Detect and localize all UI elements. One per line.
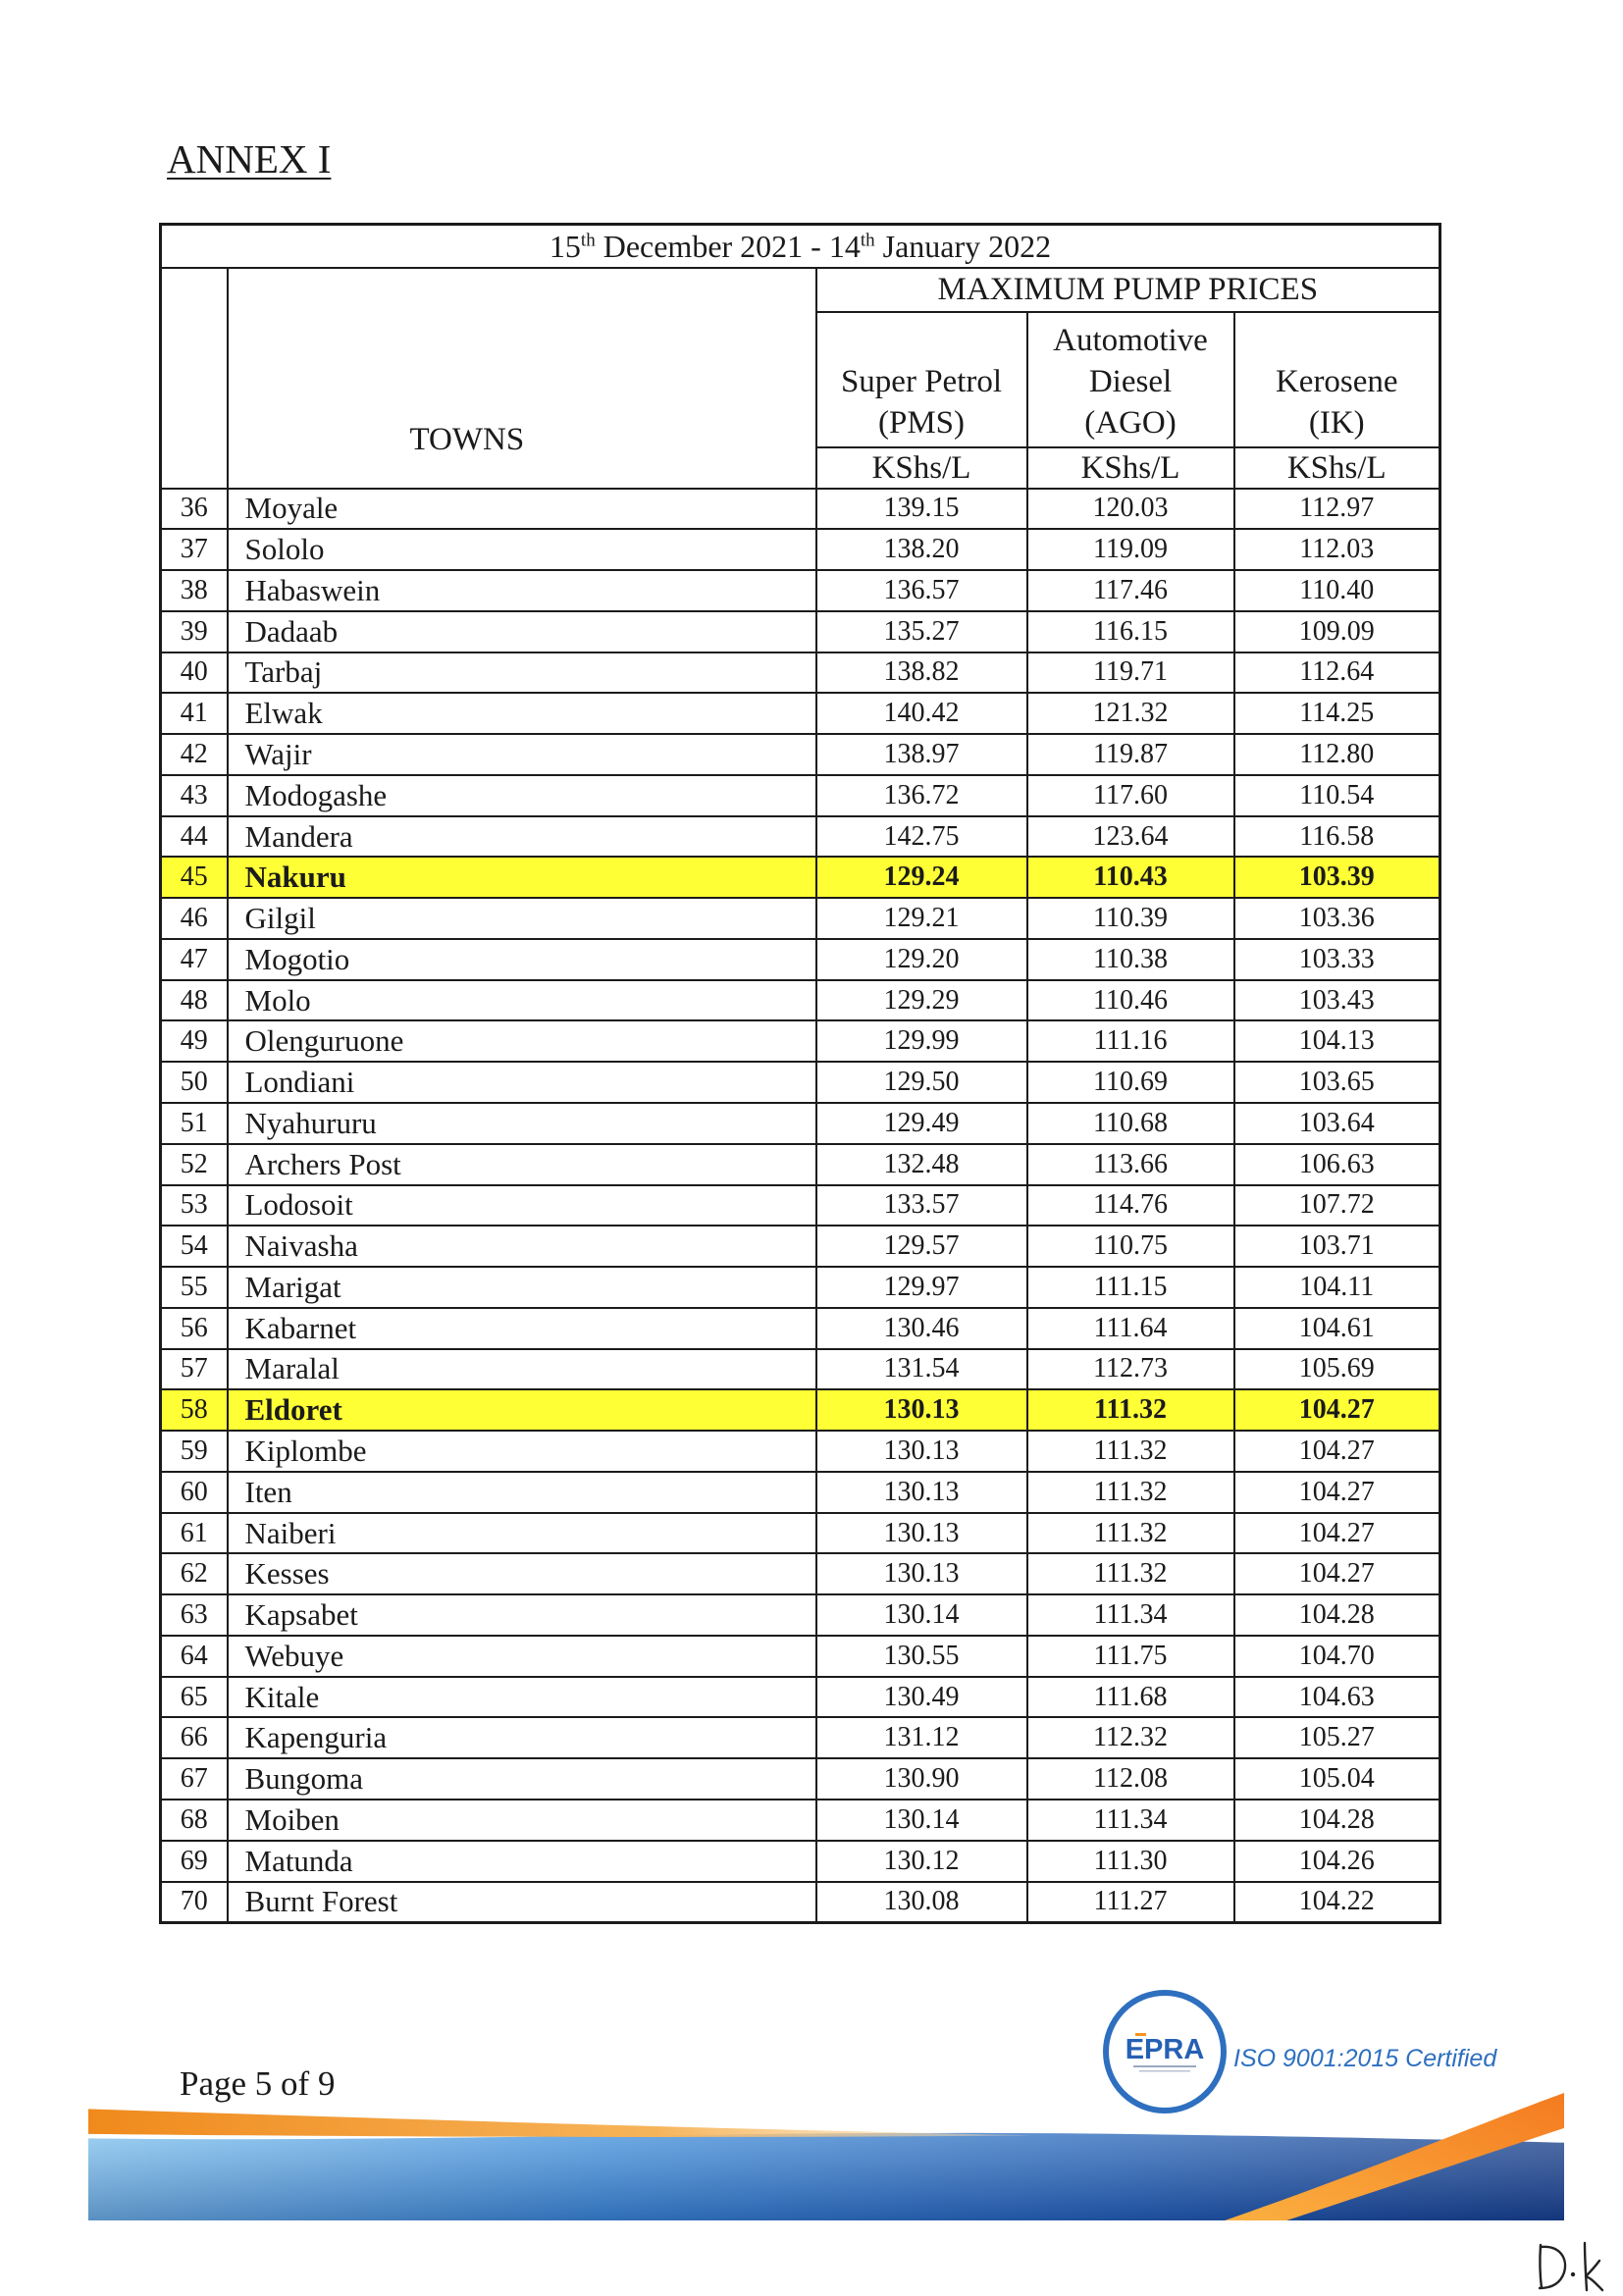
town-name: Lodosoit — [228, 1185, 816, 1226]
town-name: Eldoret — [228, 1389, 816, 1431]
table-row — [161, 1717, 1440, 1758]
ago-price: 117.60 — [1027, 775, 1234, 816]
header-kerosene — [1234, 312, 1440, 447]
table-row — [161, 570, 1440, 611]
pms-price: 133.57 — [816, 1185, 1027, 1226]
ik-price: 103.33 — [1234, 939, 1440, 980]
town-name: Nakuru — [228, 857, 816, 898]
group-header-row — [161, 268, 1440, 312]
town-name: Kabarnet — [228, 1308, 816, 1349]
period-start-suffix: th — [580, 230, 596, 251]
ago-price: 111.32 — [1027, 1513, 1234, 1554]
pms-price: 129.97 — [816, 1267, 1027, 1308]
header-super-petrol — [816, 312, 1027, 447]
table-row — [161, 1431, 1440, 1472]
ago-price: 111.32 — [1027, 1431, 1234, 1472]
row-number: 39 — [161, 611, 228, 652]
pms-price: 135.27 — [816, 611, 1027, 652]
table-row — [161, 1513, 1440, 1554]
ik-price: 103.64 — [1234, 1103, 1440, 1144]
row-number: 65 — [161, 1677, 228, 1718]
town-name: Londiani — [228, 1062, 816, 1103]
pms-price: 129.49 — [816, 1103, 1027, 1144]
town-name: Tarbaj — [228, 652, 816, 694]
row-number: 49 — [161, 1020, 228, 1062]
header-line: (AGO) — [1084, 404, 1177, 441]
ik-price: 107.72 — [1234, 1185, 1440, 1226]
town-name: Matunda — [228, 1841, 816, 1882]
town-name: Webuye — [228, 1636, 816, 1677]
row-number: 43 — [161, 775, 228, 816]
row-number: 37 — [161, 529, 228, 570]
town-name: Bungoma — [228, 1758, 816, 1800]
row-number: 59 — [161, 1431, 228, 1472]
period-title — [161, 225, 1440, 268]
table-row — [161, 693, 1440, 734]
row-number: 67 — [161, 1758, 228, 1800]
town-name: Molo — [228, 980, 816, 1021]
footer-band-graphic — [88, 2093, 1564, 2220]
max-pump-prices-header: MAXIMUM PUMP PRICES — [816, 268, 1440, 312]
ik-price: 112.80 — [1234, 734, 1440, 775]
pms-price: 130.90 — [816, 1758, 1027, 1800]
pms-price: 142.75 — [816, 816, 1027, 858]
ik-price: 104.61 — [1234, 1308, 1440, 1349]
row-number: 53 — [161, 1185, 228, 1226]
table-row — [161, 1062, 1440, 1103]
town-name: Iten — [228, 1472, 816, 1513]
town-name: Mogotio — [228, 939, 816, 980]
ik-price: 104.27 — [1234, 1472, 1440, 1513]
ik-price: 110.54 — [1234, 775, 1440, 816]
ik-price: 110.40 — [1234, 570, 1440, 611]
table-row — [161, 1636, 1440, 1677]
ago-price: 112.08 — [1027, 1758, 1234, 1800]
table-row — [161, 1800, 1440, 1841]
ago-price: 111.75 — [1027, 1636, 1234, 1677]
town-name: Kitale — [228, 1677, 816, 1718]
town-name: Archers Post — [228, 1144, 816, 1185]
row-number: 69 — [161, 1841, 228, 1882]
ago-price: 110.75 — [1027, 1226, 1234, 1267]
pms-price: 130.46 — [816, 1308, 1027, 1349]
town-name: Habaswein — [228, 570, 816, 611]
ik-price: 104.11 — [1234, 1267, 1440, 1308]
header-line: (PMS) — [877, 404, 966, 441]
town-name: Maralal — [228, 1349, 816, 1390]
ago-price: 110.68 — [1027, 1103, 1234, 1144]
ik-price: 103.71 — [1234, 1226, 1440, 1267]
row-number: 66 — [161, 1717, 228, 1758]
table-row — [161, 1308, 1440, 1349]
row-number: 62 — [161, 1553, 228, 1594]
town-name: Elwak — [228, 693, 816, 734]
row-number: 52 — [161, 1144, 228, 1185]
ago-price: 123.64 — [1027, 816, 1234, 858]
table-row — [161, 898, 1440, 939]
pms-price: 129.21 — [816, 898, 1027, 939]
ago-price: 111.68 — [1027, 1677, 1234, 1718]
unit-ago: KShs/L — [1027, 447, 1234, 489]
pms-price: 140.42 — [816, 693, 1027, 734]
pms-price: 136.57 — [816, 570, 1027, 611]
town-name: Moyale — [228, 489, 816, 530]
row-number: 45 — [161, 857, 228, 898]
header-line: Super Petrol — [840, 363, 1003, 399]
header-line: (IK) — [1308, 404, 1365, 441]
town-name: Dadaab — [228, 611, 816, 652]
table-row — [161, 529, 1440, 570]
ago-price: 110.39 — [1027, 898, 1234, 939]
row-number: 47 — [161, 939, 228, 980]
ik-price: 104.26 — [1234, 1841, 1440, 1882]
ik-price: 104.13 — [1234, 1020, 1440, 1062]
table-row — [161, 734, 1440, 775]
ik-price: 112.64 — [1234, 652, 1440, 694]
row-number: 50 — [161, 1062, 228, 1103]
ik-price: 109.09 — [1234, 611, 1440, 652]
ago-price: 121.32 — [1027, 693, 1234, 734]
unit-ik: KShs/L — [1234, 447, 1440, 489]
table-row — [161, 652, 1440, 694]
towns-header: TOWNS — [228, 268, 816, 489]
ago-price: 111.32 — [1027, 1553, 1234, 1594]
ago-price: 112.73 — [1027, 1349, 1234, 1390]
pms-price: 129.57 — [816, 1226, 1027, 1267]
town-name: Naivasha — [228, 1226, 816, 1267]
pms-price: 129.24 — [816, 857, 1027, 898]
ago-price: 114.76 — [1027, 1185, 1234, 1226]
page-number: Page 5 of 9 — [180, 2064, 336, 2103]
town-name: Nyahururu — [228, 1103, 816, 1144]
table-row — [161, 1267, 1440, 1308]
ago-price: 111.30 — [1027, 1841, 1234, 1882]
row-number: 54 — [161, 1226, 228, 1267]
row-number: 63 — [161, 1594, 228, 1636]
ik-price: 103.36 — [1234, 898, 1440, 939]
table-row — [161, 1594, 1440, 1636]
pms-price: 130.13 — [816, 1553, 1027, 1594]
period-row — [161, 225, 1440, 268]
header-automotive-diesel — [1027, 312, 1234, 447]
table-row — [161, 1758, 1440, 1800]
table-row — [161, 816, 1440, 858]
ik-price: 104.28 — [1234, 1800, 1440, 1841]
table-row — [161, 939, 1440, 980]
pms-price: 139.15 — [816, 489, 1027, 530]
ago-price: 111.32 — [1027, 1472, 1234, 1513]
pms-price: 129.99 — [816, 1020, 1027, 1062]
table-row — [161, 1226, 1440, 1267]
pms-price: 130.13 — [816, 1431, 1027, 1472]
unit-pms: KShs/L — [816, 447, 1027, 489]
table-row — [161, 1553, 1440, 1594]
table-row — [161, 1882, 1440, 1923]
ago-price: 116.15 — [1027, 611, 1234, 652]
pms-price: 130.13 — [816, 1513, 1027, 1554]
price-table-body — [161, 489, 1440, 1923]
ago-price: 110.43 — [1027, 857, 1234, 898]
period-end-month-year: January 2022 — [882, 228, 1052, 264]
ik-price: 114.25 — [1234, 693, 1440, 734]
ik-price: 106.63 — [1234, 1144, 1440, 1185]
row-number: 60 — [161, 1472, 228, 1513]
table-row — [161, 611, 1440, 652]
ik-price: 105.27 — [1234, 1717, 1440, 1758]
pms-price: 131.12 — [816, 1717, 1027, 1758]
pump-price-table — [159, 223, 1441, 1924]
period-end-suffix: th — [860, 230, 875, 251]
pms-price: 130.14 — [816, 1800, 1027, 1841]
period-separator: - — [811, 228, 821, 264]
town-name: Kapenguria — [228, 1717, 816, 1758]
town-name: Modogashe — [228, 775, 816, 816]
pms-price: 138.82 — [816, 652, 1027, 694]
row-number: 57 — [161, 1349, 228, 1390]
table-row — [161, 980, 1440, 1021]
ago-price: 111.15 — [1027, 1267, 1234, 1308]
pms-price: 136.72 — [816, 775, 1027, 816]
pms-price: 130.08 — [816, 1882, 1027, 1923]
ik-price: 104.22 — [1234, 1882, 1440, 1923]
pms-price: 129.29 — [816, 980, 1027, 1021]
town-name: Naiberi — [228, 1513, 816, 1554]
row-number: 55 — [161, 1267, 228, 1308]
town-name: Sololo — [228, 529, 816, 570]
pms-price: 130.49 — [816, 1677, 1027, 1718]
row-number: 48 — [161, 980, 228, 1021]
period-end-day: 14 — [828, 228, 861, 264]
ago-price: 113.66 — [1027, 1144, 1234, 1185]
town-name: Gilgil — [228, 898, 816, 939]
logo-wordmark: EPRA — [1125, 2034, 1205, 2065]
town-name: Marigat — [228, 1267, 816, 1308]
ik-price: 103.43 — [1234, 980, 1440, 1021]
ik-price: 104.27 — [1234, 1389, 1440, 1431]
period-start-month-year: December 2021 — [602, 228, 804, 264]
row-number: 58 — [161, 1389, 228, 1431]
table-row — [161, 1185, 1440, 1226]
ago-price: 111.32 — [1027, 1389, 1234, 1431]
ik-price: 104.27 — [1234, 1431, 1440, 1472]
ik-price: 112.97 — [1234, 489, 1440, 530]
row-number: 46 — [161, 898, 228, 939]
ago-price: 111.64 — [1027, 1308, 1234, 1349]
pms-price: 131.54 — [816, 1349, 1027, 1390]
town-name: Kapsabet — [228, 1594, 816, 1636]
ik-price: 103.39 — [1234, 857, 1440, 898]
table-row — [161, 1389, 1440, 1431]
pms-price: 138.97 — [816, 734, 1027, 775]
table-row — [161, 489, 1440, 530]
town-name: Olenguruone — [228, 1020, 816, 1062]
town-name: Kiplombe — [228, 1431, 816, 1472]
table-row — [161, 857, 1440, 898]
ik-price: 104.70 — [1234, 1636, 1440, 1677]
ago-price: 119.09 — [1027, 529, 1234, 570]
town-name: Mandera — [228, 816, 816, 858]
iso-certification: ISO 9001:2015 Certified — [1233, 2045, 1497, 2072]
row-number: 64 — [161, 1636, 228, 1677]
ago-price: 111.27 — [1027, 1882, 1234, 1923]
table-row — [161, 1144, 1440, 1185]
row-number: 51 — [161, 1103, 228, 1144]
header-line: Automotive — [1053, 322, 1208, 358]
number-header-cell — [161, 268, 228, 489]
annex-title: ANNEX I — [167, 136, 332, 182]
ago-price: 111.34 — [1027, 1594, 1234, 1636]
row-number: 70 — [161, 1882, 228, 1923]
town-name: Moiben — [228, 1800, 816, 1841]
ik-price: 104.28 — [1234, 1594, 1440, 1636]
pms-price: 138.20 — [816, 529, 1027, 570]
pms-price: 130.12 — [816, 1841, 1027, 1882]
town-name: Wajir — [228, 734, 816, 775]
ik-price: 105.04 — [1234, 1758, 1440, 1800]
ik-price: 104.27 — [1234, 1553, 1440, 1594]
row-number: 38 — [161, 570, 228, 611]
ik-price: 103.65 — [1234, 1062, 1440, 1103]
ago-price: 119.71 — [1027, 652, 1234, 694]
pms-price: 132.48 — [816, 1144, 1027, 1185]
period-start-day: 15 — [549, 228, 581, 264]
pms-price: 130.13 — [816, 1472, 1027, 1513]
ik-price: 104.63 — [1234, 1677, 1440, 1718]
row-number: 36 — [161, 489, 228, 530]
row-number: 40 — [161, 652, 228, 694]
table-row — [161, 775, 1440, 816]
town-name: Kesses — [228, 1553, 816, 1594]
handwritten-initials — [1531, 2239, 1617, 2292]
table-row — [161, 1472, 1440, 1513]
row-number: 68 — [161, 1800, 228, 1841]
table-row — [161, 1103, 1440, 1144]
header-line: Kerosene — [1275, 363, 1398, 399]
ago-price: 119.87 — [1027, 734, 1234, 775]
pms-price: 129.20 — [816, 939, 1027, 980]
ago-price: 117.46 — [1027, 570, 1234, 611]
row-number: 41 — [161, 693, 228, 734]
table-row — [161, 1677, 1440, 1718]
pms-price: 129.50 — [816, 1062, 1027, 1103]
table-row — [161, 1020, 1440, 1062]
ago-price: 110.38 — [1027, 939, 1234, 980]
header-line: Diesel — [1088, 363, 1173, 399]
row-number: 61 — [161, 1513, 228, 1554]
ago-price: 112.32 — [1027, 1717, 1234, 1758]
row-number: 42 — [161, 734, 228, 775]
table-row — [161, 1841, 1440, 1882]
pms-price: 130.14 — [816, 1594, 1027, 1636]
ik-price: 116.58 — [1234, 816, 1440, 858]
ago-price: 111.34 — [1027, 1800, 1234, 1841]
town-name: Burnt Forest — [228, 1882, 816, 1923]
table-row — [161, 1349, 1440, 1390]
ago-price: 110.69 — [1027, 1062, 1234, 1103]
ago-price: 110.46 — [1027, 980, 1234, 1021]
pms-price: 130.13 — [816, 1389, 1027, 1431]
ago-price: 120.03 — [1027, 489, 1234, 530]
ik-price: 105.69 — [1234, 1349, 1440, 1390]
row-number: 44 — [161, 816, 228, 858]
ago-price: 111.16 — [1027, 1020, 1234, 1062]
ik-price: 112.03 — [1234, 529, 1440, 570]
ik-price: 104.27 — [1234, 1513, 1440, 1554]
row-number: 56 — [161, 1308, 228, 1349]
pms-price: 130.55 — [816, 1636, 1027, 1677]
